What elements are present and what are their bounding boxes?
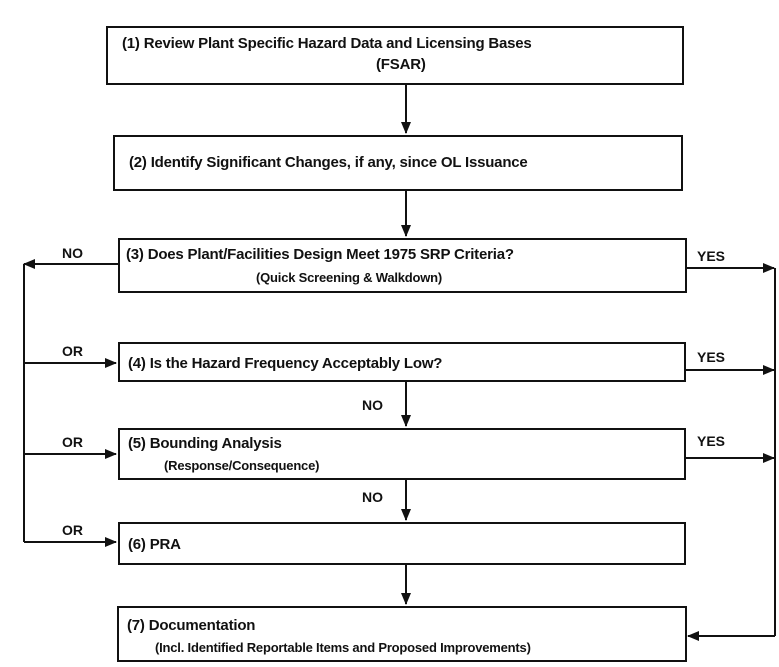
yes-label-step-5: YES: [697, 433, 726, 449]
step-5-box: [118, 428, 686, 480]
step-7-subtitle: (Incl. Identified Reportable Items and Proposed Improvements): [155, 640, 531, 655]
no-label-step-5: NO: [362, 489, 383, 505]
yes-label-step-3: YES: [697, 248, 726, 264]
step-3-title: (3) Does Plant/Facilities Design Meet 1975 SRP Criteria?: [126, 246, 514, 263]
step-6-title: (6) PRA: [128, 536, 181, 553]
step-1-subtitle: (FSAR): [376, 56, 426, 73]
step-3-box: [118, 238, 687, 293]
step-2-title: (2) Identify Significant Changes, if any, since OL Issuance: [129, 154, 528, 171]
or-label-step-4: OR: [62, 343, 83, 359]
yes-label-step-4: YES: [697, 349, 726, 365]
step-5-subtitle: (Response/Consequence): [164, 458, 320, 473]
step-7-box: [117, 606, 687, 662]
step-7-title: (7) Documentation: [127, 617, 256, 634]
step-4-box: [118, 342, 686, 382]
step-3-subtitle: (Quick Screening & Walkdown): [256, 270, 443, 285]
step-1-box: [106, 26, 684, 85]
or-label-step-5: OR: [62, 434, 83, 450]
or-label-step-6: OR: [62, 522, 83, 538]
step-5-title: (5) Bounding Analysis: [128, 435, 282, 452]
step-6-box: [118, 522, 686, 565]
step-1-title: (1) Review Plant Specific Hazard Data and Licensing Bases: [122, 35, 532, 52]
no-label-step-4: NO: [362, 397, 383, 413]
step-4-title: (4) Is the Hazard Frequency Acceptably Low?: [128, 355, 443, 372]
no-label-step-3: NO: [62, 245, 83, 261]
step-2-box: [113, 135, 683, 191]
